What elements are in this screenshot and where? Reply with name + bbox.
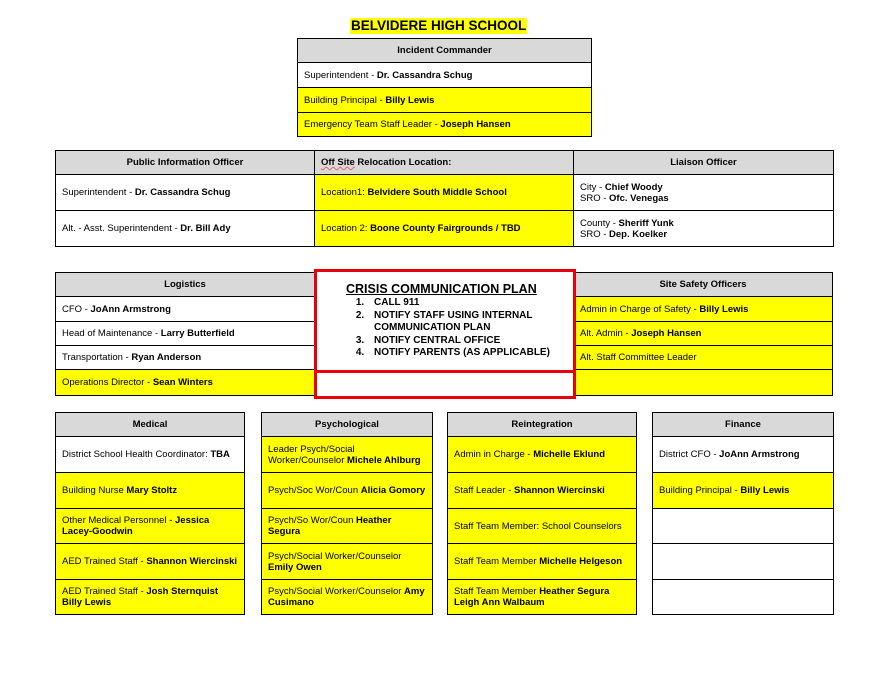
site-safety-row: [574, 370, 833, 396]
pio-relocation-liaison-table: [55, 150, 834, 247]
logistics-row: Head of Maintenance - Larry Butterfield: [56, 322, 315, 346]
site-safety-row: Alt. Admin - Joseph Hansen: [574, 322, 833, 346]
crisis-communication-plan: [314, 269, 576, 399]
site-safety-header: Site Safety Officers: [574, 273, 833, 297]
medical-row: AED Trained Staff - Shannon Wiercinski: [56, 544, 245, 580]
pio-row: Superintendent - Dr. Cassandra Schug: [56, 175, 315, 211]
reintegration-header: Reintegration: [448, 413, 637, 437]
logistics-header: Logistics: [56, 273, 315, 297]
finance-row: Building Principal - Billy Lewis: [653, 473, 834, 509]
medical-row: AED Trained Staff - Josh Sternquist Billy Lewis: [56, 580, 245, 615]
relocation-row: Location1: Belvidere South Middle School: [315, 175, 574, 211]
finance-header: Finance: [653, 413, 834, 437]
psychological-row: Psych/So Wor/Coun Heather Segura: [262, 509, 433, 544]
finance-row: [653, 509, 834, 544]
finance-row: [653, 580, 834, 615]
medical-row: Building Nurse Mary Stoltz: [56, 473, 245, 509]
ic-row-superintendent: Superintendent - Dr. Cassandra Schug: [298, 63, 592, 88]
site-safety-table: [573, 272, 833, 396]
crisis-plan-item: 1. CALL 911: [367, 297, 567, 310]
site-safety-row: Admin in Charge of Safety - Billy Lewis: [574, 297, 833, 322]
logistics-row: Operations Director - Sean Winters: [56, 370, 315, 396]
finance-table: [652, 412, 834, 615]
crisis-plan-item: 2. NOTIFY STAFF USING INTERNAL COMMUNICATION PLAN: [367, 310, 567, 335]
logistics-row: Transportation - Ryan Anderson: [56, 346, 315, 370]
ic-row-team-leader: Emergency Team Staff Leader - Joseph Hansen: [298, 113, 592, 137]
medical-table: [55, 412, 245, 615]
reintegration-row: Staff Team Member: School Counselors: [448, 509, 637, 544]
reintegration-row: Admin in Charge - Michelle Eklund: [448, 437, 637, 473]
medical-header: Medical: [56, 413, 245, 437]
pio-header: Public Information Officer: [56, 151, 315, 175]
logistics-row: CFO - JoAnn Armstrong: [56, 297, 315, 322]
liaison-header: Liaison Officer: [574, 151, 834, 175]
page-title: BELVIDERE HIGH SCHOOL: [351, 18, 527, 33]
reintegration-table: [447, 412, 637, 615]
ic-row-principal: Building Principal - Billy Lewis: [298, 88, 592, 113]
reintegration-row: Staff Leader - Shannon Wiercinski: [448, 473, 637, 509]
medical-row: District School Health Coordinator: TBA: [56, 437, 245, 473]
crisis-plan-list: [317, 297, 567, 360]
liaison-row: City - Chief Woody SRO - Ofc. Venegas: [574, 175, 834, 211]
reintegration-row: Staff Team Member Michelle Helgeson: [448, 544, 637, 580]
medical-row: Other Medical Personnel - Jessica Lacey-Goodwin: [56, 509, 245, 544]
incident-commander-table: [297, 38, 592, 137]
psychological-table: [261, 412, 433, 615]
relocation-row: Location 2: Boone County Fairgrounds / TBD: [315, 211, 574, 247]
psychological-row: Psych/Soc Wor/Coun Alicia Gomory: [262, 473, 433, 509]
psychological-header: Psychological: [262, 413, 433, 437]
crisis-plan-divider: [317, 370, 573, 373]
crisis-plan-item: 4. NOTIFY PARENTS (AS APPLICABLE): [367, 347, 567, 360]
liaison-row: County - Sheriff Yunk SRO - Dep. Koelker: [574, 211, 834, 247]
finance-row: [653, 544, 834, 580]
psychological-row: Psych/Social Worker/Counselor Amy Cusimano: [262, 580, 433, 615]
site-safety-row: Alt. Staff Committee Leader: [574, 346, 833, 370]
pio-row: Alt. - Asst. Superintendent - Dr. Bill Ady: [56, 211, 315, 247]
reintegration-row: Staff Team Member Heather Segura Leigh Ann Walbaum: [448, 580, 637, 615]
logistics-table: [55, 272, 315, 396]
finance-row: District CFO - JoAnn Armstrong: [653, 437, 834, 473]
crisis-plan-item: 3. NOTIFY CENTRAL OFFICE: [367, 335, 567, 348]
crisis-plan-title: CRISIS COMMUNICATION PLAN: [346, 282, 537, 296]
relocation-header: Off Site Relocation Location:: [315, 151, 574, 175]
incident-commander-header: Incident Commander: [298, 39, 592, 63]
psychological-row: Leader Psych/Social Worker/Counselor Michele Ahlburg: [262, 437, 433, 473]
psychological-row: Psych/Social Worker/Counselor Emily Owen: [262, 544, 433, 580]
